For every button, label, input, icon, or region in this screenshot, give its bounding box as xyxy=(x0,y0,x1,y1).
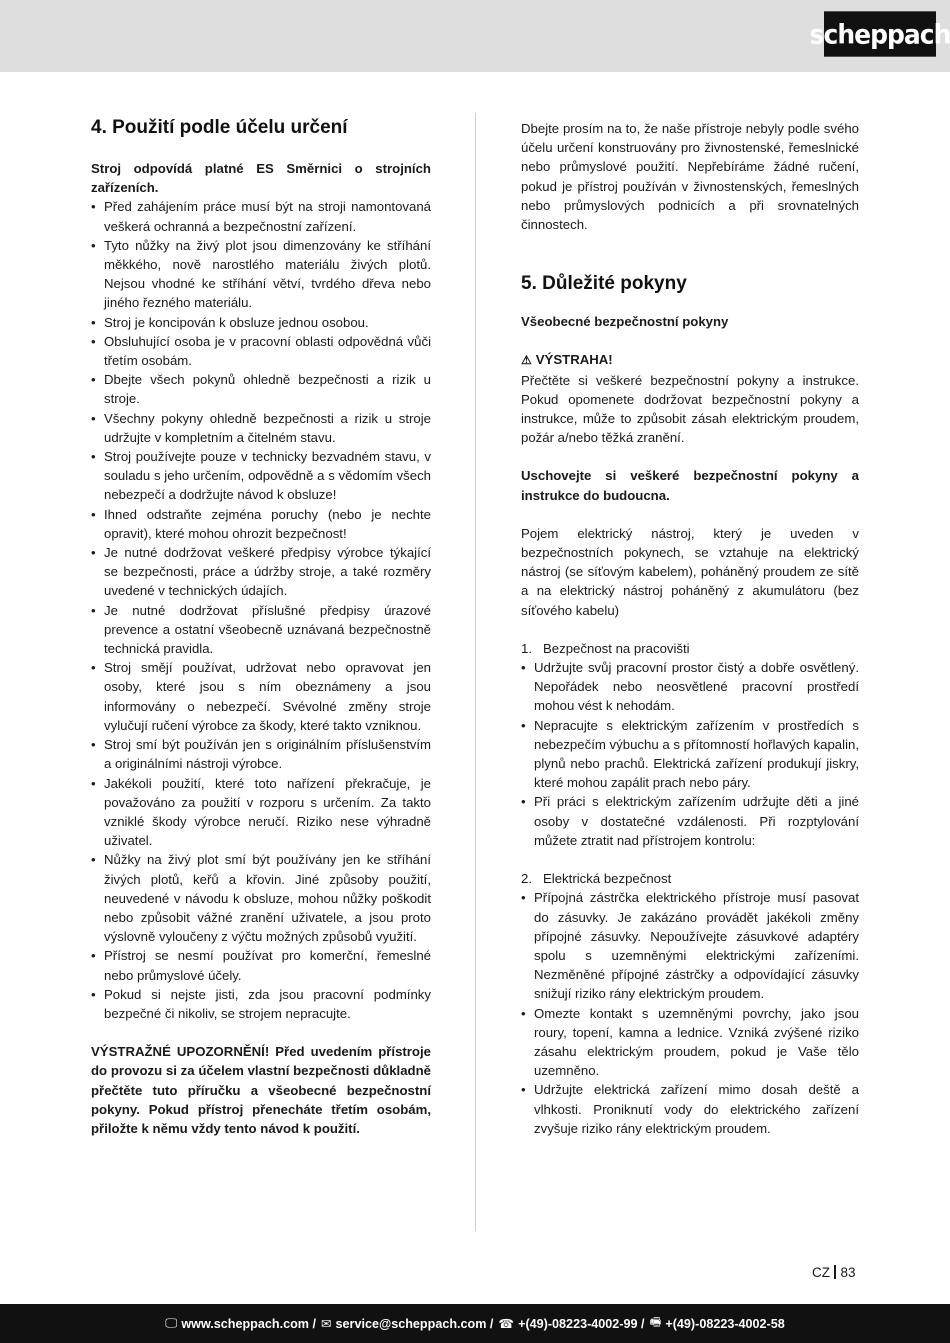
list-item: • Udržujte elektrická zařízení mimo dosah deště a vlhkosti. Proniknutí vody do elektrického zařízení zvyšuje riziko rány elektrickým proudem. xyxy=(521,1080,859,1138)
list-item: • Udržujte svůj pracovní prostor čistý a dobře osvětlený. Nepořádek nebo neosvětlené pracovní prostředí mohou vést k nehodám. xyxy=(521,658,859,716)
list-item: • Nepracujte s elektrickým zařízením v prostředích s nebezpečím výbuchu a s přítomností hořlavých kapalin, plynů nebo prachů. Elektrická zařízení produkují jiskry, které mohou zapálit prach nebo páry. xyxy=(521,716,859,793)
footer-phone: +(49)-08223-4002-99 / xyxy=(518,1316,645,1331)
warning-title-text: VÝSTRAHA! xyxy=(535,352,613,368)
computer-icon: 🖵 xyxy=(165,1316,178,1330)
section-5-heading: 5. Důležité pokyny xyxy=(521,273,687,295)
electrical-safety-list xyxy=(521,888,859,1138)
list-item: • Stroj smí být používán jen s originálním příslušenstvím a originálními nástroji výrobce. xyxy=(91,735,431,773)
list-item: • Nůžky na živý plot smí být používány jen ke stříhání živých plotů, keřů a křovin. Jiné způsoby použití, neuvedené v návodu k obsluze, mohou nůžky poškodit nebo způsobit vážné zranění uživatele, a jsou proto výslovně vyloučeny z výčtu možných způsobů využití. xyxy=(91,850,431,946)
general-safety-subheading: Všeobecné bezpečnostní pokyny xyxy=(521,314,729,330)
warning-triangle-icon: ⚠ xyxy=(521,353,532,368)
electrical-safety-heading xyxy=(521,869,859,888)
workplace-safety-heading xyxy=(521,639,859,658)
list-item: • Před zahájením práce musí být na stroji namontovaná veškerá ochranná a bezpečnostní zařízení. xyxy=(91,197,431,235)
page-number-value: 83 xyxy=(840,1265,856,1280)
section-4-heading: 4. Použití podle účelu určení xyxy=(91,117,348,138)
section-number: 1. xyxy=(521,640,532,656)
list-item: • Je nutné dodržovat veškeré předpisy výrobce týkající se bezpečnosti, práce a údržby stroje, a také rozměry uvedené v technických údajích. xyxy=(91,543,431,601)
list-item: • Stroj je koncipován k obsluze jednou osobou. xyxy=(91,313,431,332)
list-item: • Je nutné dodržovat příslušné předpisy úrazové prevence a ostatní všeobecně uznávaná bezpečnostně technická pravidla. xyxy=(91,601,431,659)
list-item: • Stroj smějí používat, udržovat nebo opravovat jen osoby, které jsou s ním obeznámeny a jsou informovány o nebezpečí. Svévolné změny stroje vylučují ručení výrobce za škody, které takto vzniknou. xyxy=(91,658,431,735)
column-divider xyxy=(475,113,476,1231)
list-item: • Tyto nůžky na živý plot jsou dimenzovány ke stříhání měkkého, nově narostlého materiálu živých plotů. Nejsou vhodné ke stříhání větví, tvrdého dřeva nebo jiného řezného materiálu. xyxy=(91,236,431,313)
phone-icon: ☎ xyxy=(498,1317,515,1331)
list-item: • Obsluhující osoba je v pracovní oblasti odpovědná vůči třetím osobám. xyxy=(91,332,431,370)
list-item: • Jakékoli použití, které toto nařízení překračuje, je považováno za použití v rozporu s určením. Za takto vzniklé škody výrobce neručí. Riziko nese výhradně uživatel. xyxy=(91,774,431,851)
section-title: Bezpečnost na pracovišti xyxy=(543,640,690,656)
page-number xyxy=(812,1265,856,1280)
footer-web[interactable]: www.scheppach.com / xyxy=(181,1316,316,1331)
brand-text: scheppach xyxy=(809,18,950,50)
power-tool-term: Pojem elektrický nástroj, který je uveden v bezpečnostních pokynech, se vztahuje na elektrický nástroj (se síťovým kabelem), poháněný proudem ze sítě a na elektrický nástroj poháněný z akumulátoru (bez síťového kabelu) xyxy=(521,525,859,618)
warning-title xyxy=(521,350,859,370)
left-intro: Stroj odpovídá platné ES Směrnici o strojních zařízeních. xyxy=(91,161,431,196)
footer-email[interactable]: service@scheppach.com / xyxy=(335,1316,494,1331)
section-number: 2. xyxy=(521,871,532,887)
header-bar xyxy=(0,0,950,72)
list-item: • Dbejte všech pokynů ohledně bezpečnosti a rizik u stroje. xyxy=(91,370,431,408)
workplace-safety-list xyxy=(521,658,859,850)
list-item: • Pokud si nejste jisti, zda jsou pracovní podmínky bezpečné či nikoliv, se strojem nepracujte. xyxy=(91,985,431,1023)
scheppach-logo xyxy=(809,11,950,56)
keep-instructions: Uschovejte si veškeré bezpečnostní pokyny a instrukce do budoucna. xyxy=(521,468,859,503)
list-item: • Přístroj se nesmí používat pro komerční, řemeslné nebo průmyslové účely. xyxy=(91,946,431,984)
fax-icon: 🖷 xyxy=(649,1315,662,1329)
footer-bar xyxy=(0,1304,950,1343)
warning-text: Přečtěte si veškeré bezpečnostní pokyny a instrukce. Pokud opomenete dodržovat bezpečnostní pokyny a instrukce, může to způsobit zásah elektrickým proudem, požár a/nebo těžká zranění. xyxy=(521,372,859,446)
language-code: CZ xyxy=(812,1265,830,1280)
section-title: Elektrická bezpečnost xyxy=(543,871,672,887)
list-item: • Ihned odstraňte zejména poruchy (nebo je nechte opravit), které mohou ohrozit bezpečnost! xyxy=(91,505,431,543)
left-bullet-list xyxy=(91,197,431,1023)
list-item: • Všechny pokyny ohledně bezpečnosti a rizik u stroje udržujte v kompletním a čitelném stavu. xyxy=(91,409,431,447)
left-column xyxy=(91,116,431,1138)
list-item: • Omezte kontakt s uzemněnými povrchy, jako jsou roury, topení, kamna a lednice. Vzniká zvýšené riziko zásahu elektrickým proudem, pokud je Vaše tělo uzemněno. xyxy=(521,1004,859,1081)
right-column xyxy=(521,116,859,1138)
left-warning: VÝSTRAŽNÉ UPOZORNĚNÍ! Před uvedením přístroje do provozu si za účelem vlastní bezpečnosti důkladně přečtěte tuto příručku a všeobecné bezpečnostní pokyny. Pokud přístroj přenecháte třetím osobám, přiložte k němu vždy tento návod k použití. xyxy=(91,1044,431,1136)
right-intro: Dbejte prosím na to, že naše přístroje nebyly podle svého účelu určení konstruovány pro živnostenské, řemeslnické nebo průmyslové použití. Nepřebíráme žádné ručení, pokud je přístroj používán v živnostenských, řemeslných nebo průmyslových podnicích a při srovnatelných činnostech. xyxy=(521,121,859,233)
list-item: • Stroj používejte pouze v technicky bezvadném stavu, v souladu s jeho určením, odpovědně a s vědomím všech nebezpečí a dodržujte návod k obsluze! xyxy=(91,447,431,505)
list-item: • Při práci s elektrickým zařízením udržujte děti a jiné osoby v dostatečné vzdálenosti. Při rozptylování můžete ztratit nad přístrojem kontrolu: xyxy=(521,792,859,850)
footer-fax: +(49)-08223-4002-58 xyxy=(665,1316,785,1331)
email-icon: ✉ xyxy=(320,1317,332,1331)
list-item: • Přípojná zástrčka elektrického přístroje musí pasovat do zásuvky. Je zakázáno provádět jakékoli změny přípojné zásuvky. Nepoužívejte zásuvkové adaptéry spolu s uzemněnými elektrickými zařízeními. Nezměněné přípojné zástrčky a odpovídající zásuvky snižují riziko rány elektrickým proudem. xyxy=(521,888,859,1003)
page-separator xyxy=(834,1265,836,1279)
